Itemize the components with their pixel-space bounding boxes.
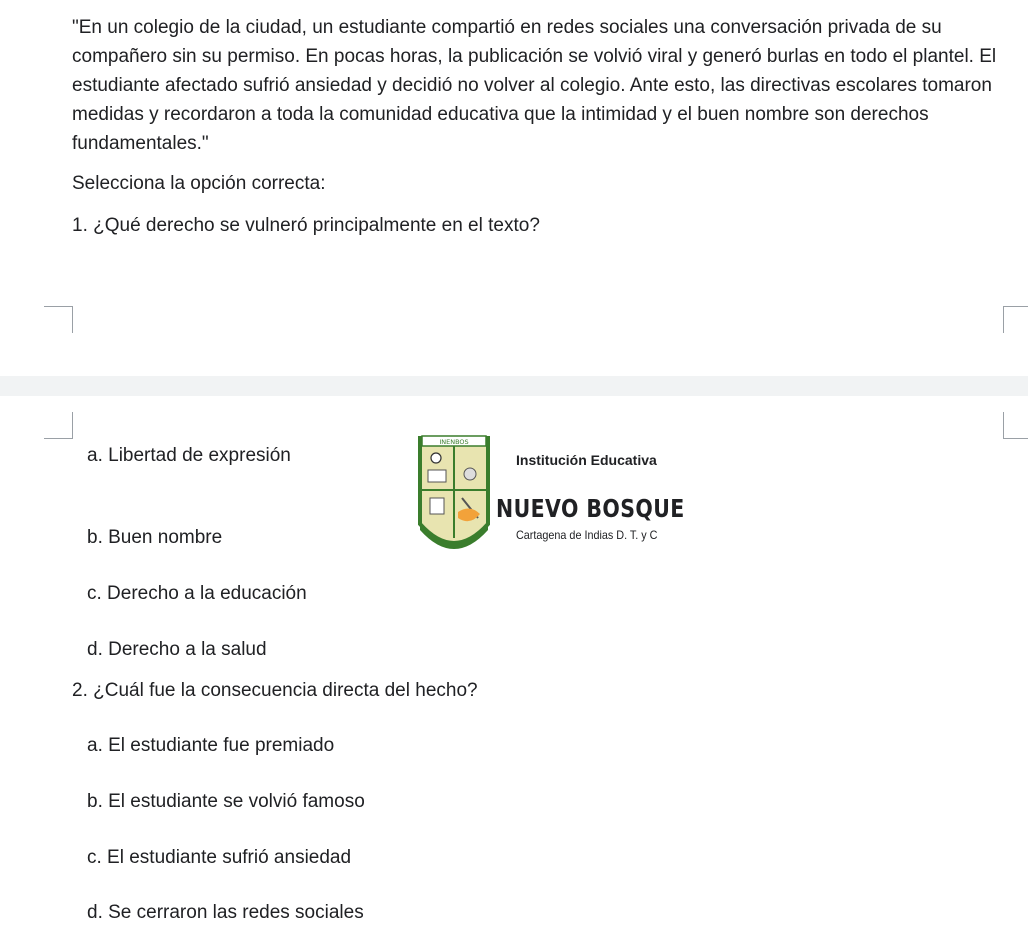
document-page-1: [0, 0, 1028, 376]
soccer-ball-icon: [431, 453, 441, 463]
institution-city: Cartagena de Indias D. T. y C: [516, 528, 658, 542]
question-2-option-d[interactable]: d. Se cerraron las redes sociales: [87, 902, 364, 923]
instruction-text: Selecciona la opción correcta:: [72, 173, 326, 194]
question-1-option-d[interactable]: d. Derecho a la salud: [87, 639, 267, 660]
question-1-option-a[interactable]: a. Libertad de expresión: [87, 445, 291, 466]
question-2: 2. ¿Cuál fue la consecuencia directa del hecho?: [72, 680, 478, 701]
page-corner-mark: [1003, 306, 1028, 333]
reading-passage: "En un colegio de la ciudad, un estudiante compartió en redes sociales una conversación privada de su compañero sin su permiso. En pocas horas, la publicación se volvió viral y generó burlas en todo el plantel. El estudiante afectado sufrió ansiedad y decidió no volver al colegio. Ante esto, las directivas escolares tomaron medidas y recordaron a toda la comunidad educativa que la intimidad y el buen nombre son derechos fundamentales.": [72, 17, 997, 154]
shield-banner-text: INENBOS: [439, 438, 469, 446]
page-corner-mark: [44, 412, 73, 439]
question-1-option-c[interactable]: c. Derecho a la educación: [87, 583, 307, 604]
page-corner-mark: [44, 306, 73, 333]
book-icon: [428, 470, 446, 482]
institution-name: NUEVO BOSQUE: [496, 494, 685, 523]
question-2-option-a[interactable]: a. El estudiante fue premiado: [87, 735, 335, 756]
school-shield-logo: [418, 434, 490, 554]
question-1: 1. ¿Qué derecho se vulneró principalmente en el texto?: [72, 215, 540, 236]
question-1-option-b[interactable]: b. Buen nombre: [87, 527, 223, 548]
page-corner-mark: [1003, 412, 1028, 439]
document-icon: [430, 498, 444, 514]
gear-icon: [464, 468, 476, 480]
question-2-option-b[interactable]: b. El estudiante se volvió famoso: [87, 791, 365, 812]
institution-label: Institución Educativa: [516, 452, 657, 468]
page-break: [0, 376, 1028, 396]
question-2-option-c[interactable]: c. El estudiante sufrió ansiedad: [87, 847, 352, 868]
